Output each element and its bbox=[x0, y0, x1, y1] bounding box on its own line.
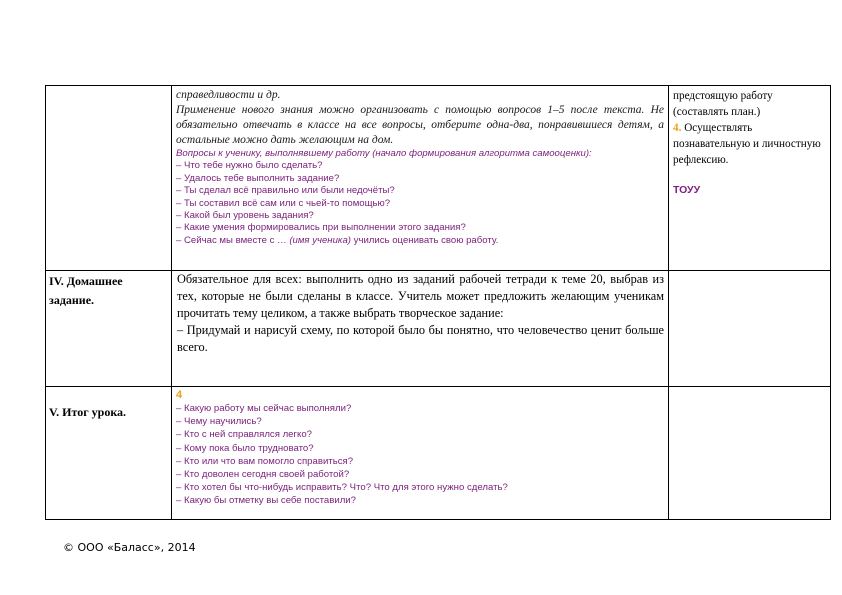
empty-cell bbox=[669, 387, 831, 520]
question-item: – Кто доволен сегодня своей работой? bbox=[176, 469, 350, 481]
uud-tag: ТОУУ bbox=[673, 184, 701, 196]
content-line: Применение нового знания можно организовать с помощью вопросов 1–5 после текста. Не обязательно отвечать в классе на все вопросы, отберите одна-два, понравившиеся детям, а остальные можно дать желающим на дом. bbox=[176, 104, 664, 146]
question-item: – Чему научились? bbox=[176, 416, 262, 428]
summary-cell bbox=[172, 387, 669, 520]
question-item: – Кто с ней справлялся легко? bbox=[176, 429, 312, 441]
stage-cell: IV. Домашнее задание. bbox=[46, 271, 172, 387]
copyright-footer: © ООО «Баласс», 2014 bbox=[63, 541, 196, 554]
question-item: – Какой был уровень задания? bbox=[176, 210, 314, 222]
question-item: – Какую бы отметку вы себе поставили? bbox=[176, 495, 357, 507]
empty-cell bbox=[669, 271, 831, 387]
stage-cell: V. Итог урока. bbox=[46, 387, 172, 520]
question-item: – Кто или что вам помогло справиться? bbox=[176, 455, 354, 467]
goal-number: 4. bbox=[673, 122, 682, 134]
table-row bbox=[46, 387, 831, 520]
stage-cell bbox=[46, 86, 172, 271]
table-row bbox=[46, 271, 831, 387]
lesson-table bbox=[45, 85, 831, 520]
question-item: – Кто хотел бы что-нибудь исправить? Что? Что для этого нужно сделать? bbox=[176, 482, 508, 494]
goal-item: 4. Осуществлять познавательную и личностную рефлексию. bbox=[673, 122, 821, 166]
content-line: справедливости и др. bbox=[176, 89, 281, 101]
content-cell bbox=[172, 86, 669, 271]
question-item: – Ты составил всё сам или с чьей-то помощью? bbox=[176, 197, 391, 209]
question-item: – Что тебе нужно было сделать? bbox=[176, 160, 323, 172]
goals-cell bbox=[669, 86, 831, 271]
question-item: – Какие умения формировались при выполнении этого задания? bbox=[176, 222, 466, 234]
homework-task: – Придумай и нарисуй схему, по которой было бы понятно, что человечество ценит больше всего. bbox=[177, 323, 664, 354]
homework-cell bbox=[172, 271, 669, 387]
goal-number: 4 bbox=[176, 389, 183, 401]
question-item: – Кому пока было трудновато? bbox=[176, 442, 314, 454]
homework-text: Обязательное для всех: выполнить одно из заданий рабочей тетради к теме 20, выбрав из тех, которые не были сделаны в классе. Учитель может предложить желающим ученикам прочитать тему целиком, а также выбрать творческое задание: bbox=[177, 272, 664, 320]
question-item: – Ты сделал всё правильно или были недочёты? bbox=[176, 185, 395, 197]
table-row bbox=[46, 86, 831, 271]
questions-heading: Вопросы к ученику, выполнявшему работу (начало формирования алгоритма самооценки): bbox=[176, 148, 592, 159]
question-item: – Удалось тебе выполнить задание? bbox=[176, 172, 340, 184]
question-item: – Какую работу мы сейчас выполняли? bbox=[176, 403, 352, 414]
goal-text: предстоящую работу (составлять план.) bbox=[673, 90, 773, 118]
question-item: – Сейчас мы вместе с … (имя ученика) учились оценивать свою работу. bbox=[176, 234, 499, 246]
